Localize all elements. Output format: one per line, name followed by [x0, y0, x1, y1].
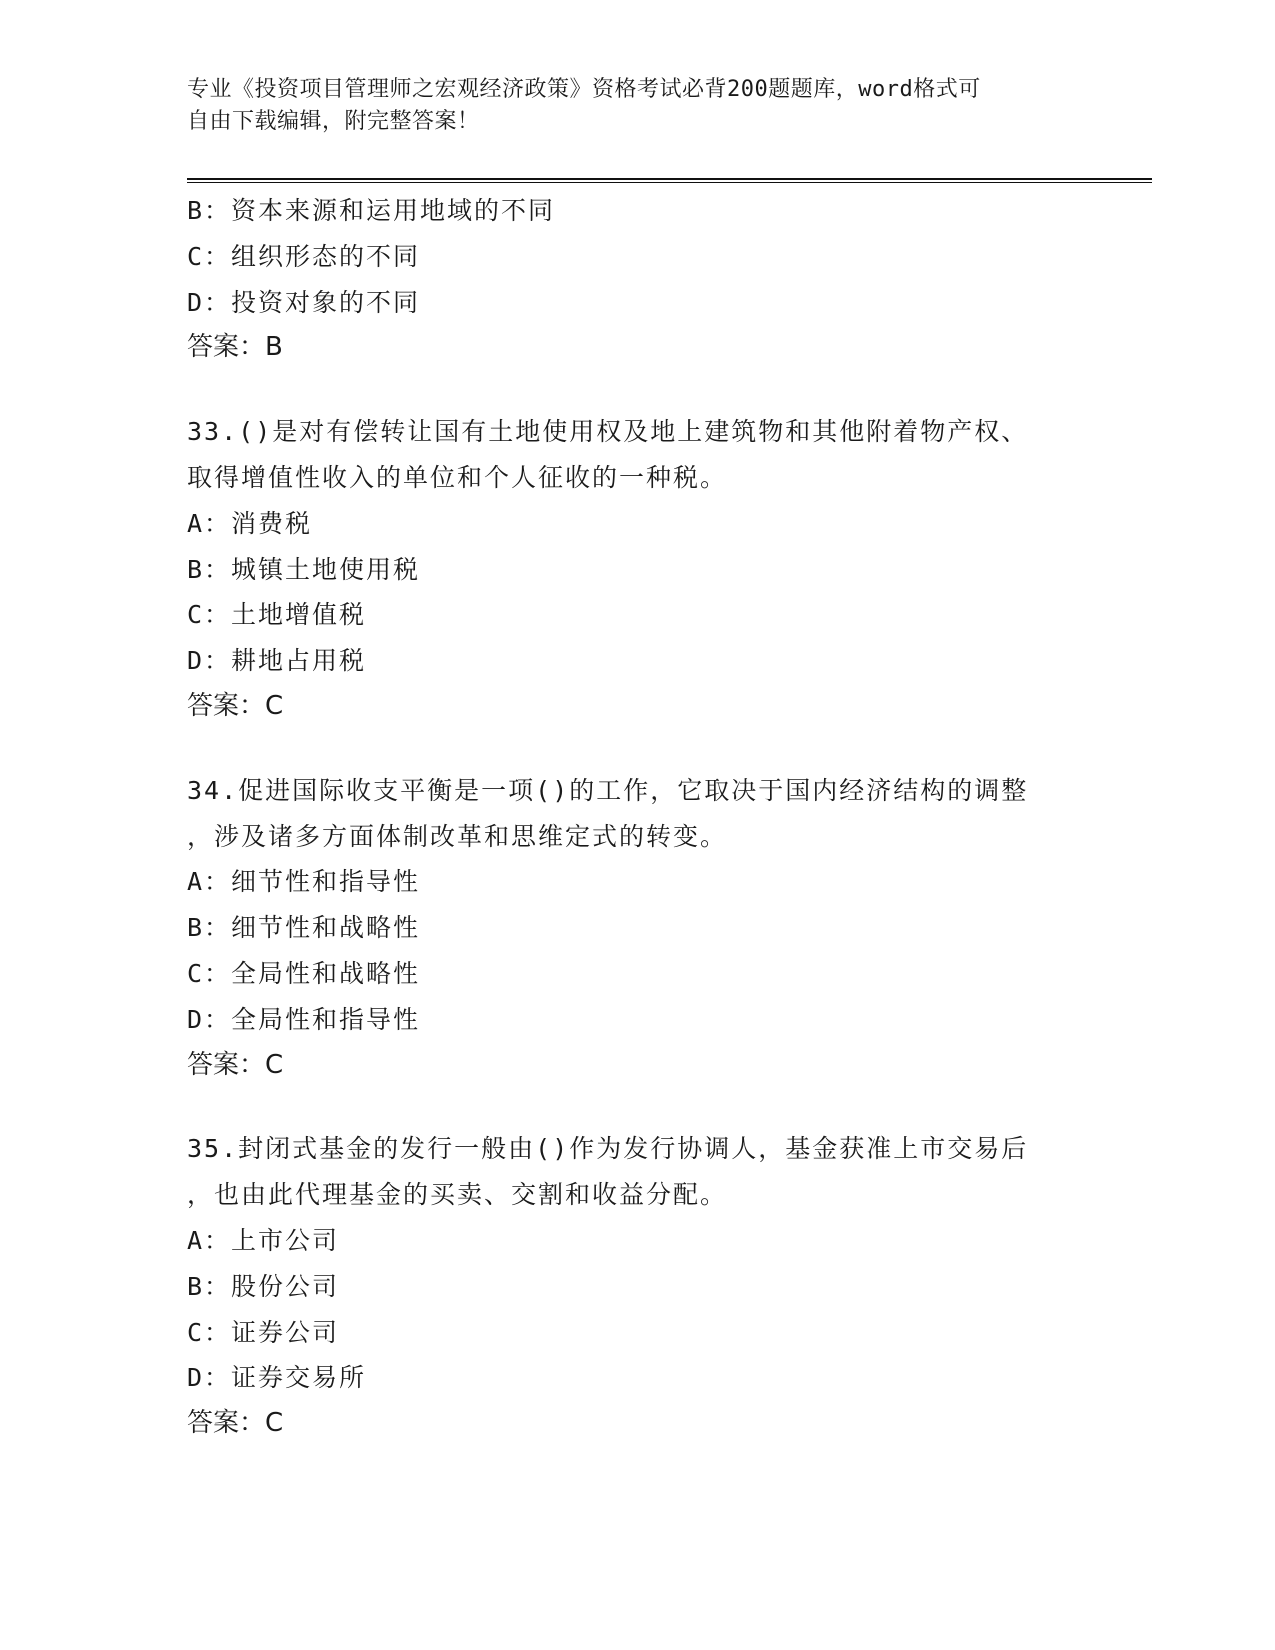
option-a: A：上市公司: [187, 1225, 340, 1255]
header-divider-thin: [187, 182, 1152, 183]
option-b: B：城镇土地使用税: [187, 554, 421, 584]
answer-line: 答案：B: [187, 332, 283, 363]
question-block-33: [187, 409, 1087, 730]
question-stem-line: 取得增值性收入的单位和个人征收的一种税。: [187, 462, 728, 492]
question-block-32-tail: [187, 188, 1087, 371]
header-divider-thick: [187, 178, 1152, 180]
question-stem-line: 33.()是对有偿转让国有土地使用权及地上建筑物和其他附着物产权、: [187, 417, 1029, 447]
question-block-34: [187, 768, 1087, 1089]
option-d: D：全局性和指导性: [187, 1004, 421, 1034]
option-c: C：证券公司: [187, 1317, 340, 1347]
option-c: C：土地增值税: [187, 600, 367, 630]
option-b: B：股份公司: [187, 1271, 340, 1301]
question-stem-line: 35.封闭式基金的发行一般由()作为发行协调人，基金获准上市交易后: [187, 1134, 1029, 1164]
option-a: A：消费税: [187, 508, 313, 538]
option-c: C：组织形态的不同: [187, 241, 421, 271]
question-list: [187, 188, 1087, 1447]
question-block-35: [187, 1126, 1087, 1447]
option-a: A：细节性和指导性: [187, 867, 421, 897]
option-d: D：证券交易所: [187, 1363, 367, 1393]
option-b: B：细节性和战略性: [187, 913, 421, 943]
answer-line: 答案：C: [187, 1408, 284, 1439]
option-d: D：投资对象的不同: [187, 287, 421, 317]
option-b: B：资本来源和运用地域的不同: [187, 196, 556, 225]
document-header: [187, 74, 1067, 138]
question-stem-line: ，也由此代理基金的买卖、交割和收益分配。: [187, 1180, 728, 1210]
question-stem-line: 34.促进国际收支平衡是一项()的工作，它取决于国内经济结构的调整: [187, 775, 1029, 805]
header-line-2: 自由下载编辑，附完整答案！: [187, 109, 480, 134]
option-c: C：全局性和战略性: [187, 958, 421, 988]
header-line-1: 专业《投资项目管理师之宏观经济政策》资格考试必背200题题库，word格式可: [187, 77, 981, 102]
option-d: D：耕地占用税: [187, 646, 367, 676]
answer-line: 答案：C: [187, 690, 284, 721]
question-stem-line: ，涉及诸多方面体制改革和思维定式的转变。: [187, 821, 728, 851]
answer-line: 答案：C: [187, 1049, 284, 1080]
